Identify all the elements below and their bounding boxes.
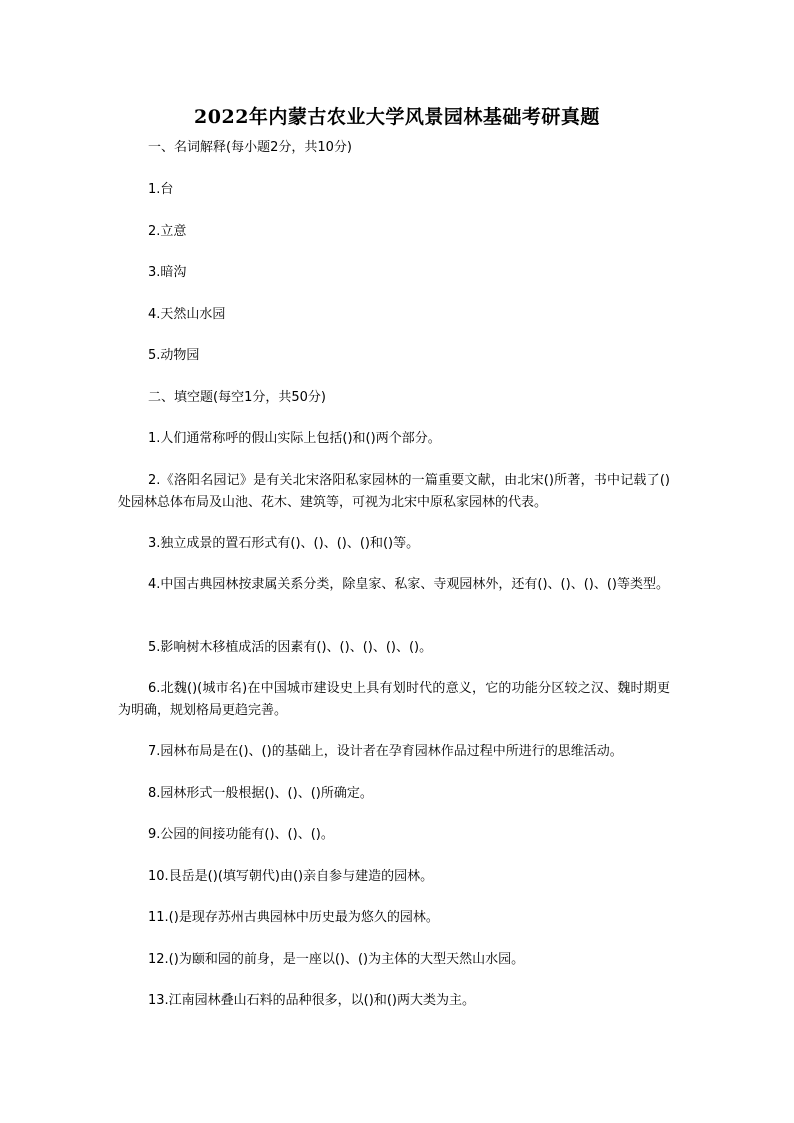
question-item: 2.《洛阳名园记》是有关北宋洛阳私家园林的一篇重要文献，由北宋()所著，书中记载了()处园林总体布局及山池、花木、建筑等，可视为北宋中原私家园林的代表。 bbox=[118, 473, 670, 510]
question-item: 10.艮岳是()(填写朝代)由()亲自参与建造的园林。 bbox=[148, 869, 434, 884]
question-item: 6.北魏()(城市名)在中国城市建设史上具有划时代的意义，它的功能分区较之汉、魏时期更为明确，规划格局更趋完善。 bbox=[118, 681, 670, 718]
question-item: 12.()为颐和园的前身，是一座以()、()为主体的大型天然山水园。 bbox=[148, 952, 525, 967]
question-item: 4.天然山水园 bbox=[148, 307, 226, 322]
section-heading-definitions: 一、名词解释(每小题2分，共10分) bbox=[148, 140, 352, 155]
question-item: 11.()是现存苏州古典园林中历史最为悠久的园林。 bbox=[148, 910, 439, 925]
question-item: 3.独立成景的置石形式有()、()、()、()和()等。 bbox=[148, 536, 420, 551]
question-item: 5.动物园 bbox=[148, 348, 200, 363]
question-item: 4.中国古典园林按隶属关系分类，除皇家、私家、寺观园林外，还有()、()、()、()等类型。 bbox=[148, 577, 669, 592]
document-title: 2022年内蒙古农业大学风景园林基础考研真题 bbox=[194, 106, 600, 128]
question-item: 9.公园的间接功能有()、()、()。 bbox=[148, 827, 334, 842]
question-item: 3.暗沟 bbox=[148, 265, 187, 280]
section-heading-fill-blanks: 二、填空题(每空1分，共50分) bbox=[148, 390, 326, 405]
question-item: 1.人们通常称呼的假山实际上包括()和()两个部分。 bbox=[148, 431, 441, 446]
question-item: 7.园林布局是在()、()的基础上，设计者在孕育园林作品过程中所进行的思维活动。 bbox=[148, 744, 623, 759]
question-item: 13.江南园林叠山石料的品种很多，以()和()两大类为主。 bbox=[148, 993, 475, 1008]
question-item: 5.影响树木移植成活的因素有()、()、()、()、()。 bbox=[148, 640, 433, 655]
question-item: 2.立意 bbox=[148, 224, 187, 239]
question-item: 8.园林形式一般根据()、()、()所确定。 bbox=[148, 786, 373, 801]
question-item: 1.台 bbox=[148, 182, 174, 197]
